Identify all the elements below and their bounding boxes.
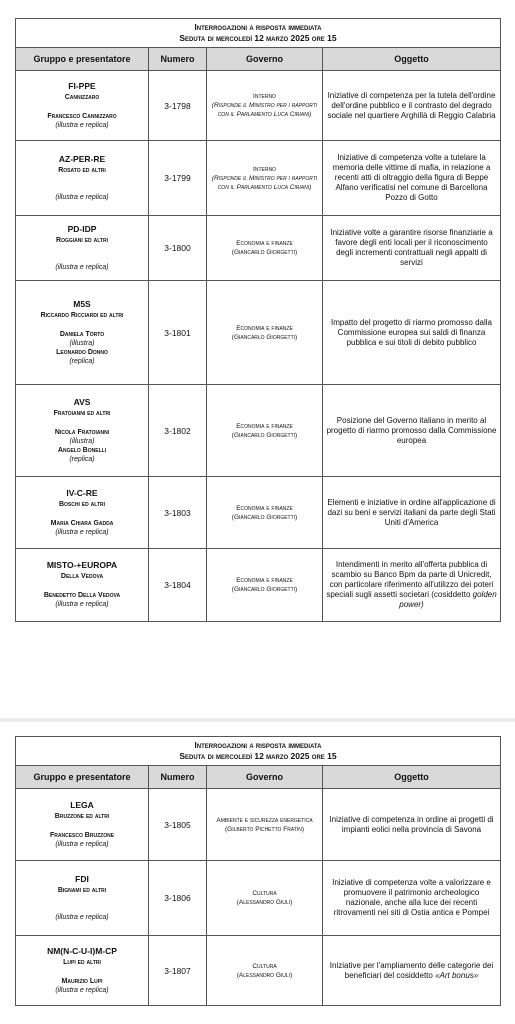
minister: (Giancarlo Giorgetti) [231, 586, 298, 593]
party-name: AZ-PER-RE [58, 153, 106, 164]
group-cell [16, 141, 149, 216]
number-cell: 3-1807 [149, 936, 207, 1006]
number-cell: 3-1801 [149, 281, 207, 385]
ministry: Economia e finanze [236, 324, 293, 332]
party-name: FI-PPE [68, 80, 96, 91]
minister: (Giancarlo Giorgetti) [231, 513, 298, 521]
col-governo: Governo [207, 48, 323, 71]
col-governo: Governo [207, 766, 323, 789]
number-cell: 3-1802 [149, 385, 207, 477]
role-note: (illustra e replica) [55, 121, 109, 129]
minister: (Risponde il Ministro per i rapporti con il Parlamento Luca Ciriani) [211, 174, 318, 191]
column-header-row [16, 48, 501, 71]
group-cell [16, 281, 149, 385]
interrogations-table-1 [15, 18, 501, 622]
header-date-line: Seduta di mercoledì 12 marzo 2025 ore 15 [179, 751, 337, 761]
header-title: Interrogazioni a risposta immediata [194, 741, 322, 750]
table-row [16, 549, 501, 622]
presenter: Benedetto Della Vedova [43, 592, 121, 599]
government-cell [207, 216, 323, 281]
ministry: Ambiente e sicurezza energetica [216, 816, 313, 824]
ministry: Cultura [252, 962, 277, 970]
number-cell: 3-1798 [149, 71, 207, 141]
table-row [16, 861, 501, 936]
group-cell [16, 71, 149, 141]
table-row [16, 71, 501, 141]
col-numero: Numero [149, 48, 207, 71]
table-header-title [16, 737, 501, 766]
col-oggetto: Oggetto [323, 48, 501, 71]
presenter: Leonardo Donno [56, 348, 108, 356]
table-row [16, 281, 501, 385]
table-row [16, 936, 501, 1006]
role-note: (replica) [69, 357, 95, 365]
presenter: Maria Chiara Gadda [50, 519, 114, 527]
number-cell: 3-1799 [149, 141, 207, 216]
column-header-row [16, 766, 501, 789]
col-numero: Numero [149, 766, 207, 789]
government-cell [207, 549, 323, 622]
government-cell [207, 789, 323, 861]
presenter: Maurizio Lupi [61, 977, 103, 985]
role-note: (illustra e replica) [55, 263, 109, 271]
number-cell: 3-1803 [149, 477, 207, 549]
number-cell: 3-1804 [149, 549, 207, 622]
subject-cell: Iniziative di competenza in ordine ai progetti di impianti eolici nella provincia di Savona [323, 789, 501, 861]
party-name: MISTO-+EUROPA [46, 560, 118, 570]
presenter: Francesco Cannizzaro [47, 112, 117, 120]
table-row [16, 477, 501, 549]
subject-cell: Iniziative volte a garantire risorse finanziarie a favore degli enti locali per il riconoscimento degli incrementi contrattuali negli appalti di servizi [323, 216, 501, 281]
subject-cell: Iniziative di competenza volte a valorizzare e promuovere il patrimonio archeologico nazionale, anche alla luce dei recenti ritrovamenti nei siti di Ostia antica e Pompei [323, 861, 501, 936]
number-cell: 3-1805 [149, 789, 207, 861]
proposer: Rosato ed altri [58, 166, 106, 174]
interrogations-table-2 [15, 736, 501, 1006]
ministry: Economia e finanze [236, 422, 293, 430]
role-note: (illustra e replica) [55, 840, 109, 848]
presenter: Angelo Bonelli [57, 446, 107, 454]
subject-italic: golden power) [399, 590, 497, 609]
government-cell [207, 385, 323, 477]
proposer: Roggiani ed altri [56, 236, 108, 244]
government-cell [207, 861, 323, 936]
role-note: (illustra e replica) [55, 193, 109, 201]
party-name: LEGA [70, 799, 94, 810]
role-note: (illustra) [69, 339, 95, 347]
ministry: Interno [253, 165, 276, 173]
role-note: (illustra e replica) [55, 601, 109, 608]
subject-text: Iniziative per l'ampliamento delle categorie dei beneficiari del cosiddetto [329, 960, 494, 980]
proposer: Riccardo Ricciardi ed altri [40, 311, 124, 319]
proposer: Cannizzaro [64, 93, 100, 101]
number-cell: 3-1800 [149, 216, 207, 281]
col-gruppo: Gruppo e presentatore [16, 766, 149, 789]
minister: (Gilberto Pichetto Fratin) [225, 825, 304, 833]
proposer: Bruzzone ed altri [54, 812, 110, 820]
minister: (Risponde il Ministro per i rapporti con il Parlamento Luca Ciriani) [211, 102, 318, 118]
subject-italic: «Art bonus» [435, 970, 479, 980]
role-note: (illustra e replica) [55, 913, 109, 921]
number-cell: 3-1806 [149, 861, 207, 936]
government-cell [207, 71, 323, 141]
party-name: PD-IDP [67, 223, 97, 234]
party-name: NM(N-C-U-I)M-CP [47, 945, 117, 956]
group-cell [16, 936, 149, 1006]
subject-cell [323, 549, 501, 622]
role-note: (replica) [69, 455, 95, 463]
group-cell [16, 385, 149, 477]
subject-cell: Impatto del progetto di riarmo promosso dalla Commissione europea sui saldi di finanza pubblica e sui titoli di debito pubblico [323, 281, 501, 385]
ministry: Economia e finanze [236, 504, 293, 512]
party-name: AVS [73, 396, 91, 407]
ministry: Interno [253, 93, 276, 100]
table-header-title [16, 19, 501, 48]
presenter: Nicola Fratoianni [54, 428, 110, 436]
table-row [16, 789, 501, 861]
header-date-line: Seduta di mercoledì 12 marzo 2025 ore 15 [179, 33, 337, 43]
proposer: Boschi ed altri [58, 500, 106, 508]
group-cell [16, 216, 149, 281]
government-cell [207, 141, 323, 216]
subject-cell: Iniziative di competenza per la tutela dell'ordine dell'ordine pubblico e il contrasto del degrado sociale nel quartiere Arghillà di Reggio Calabria [323, 71, 501, 141]
minister: (Alessandro Giuli) [236, 971, 293, 979]
government-cell [207, 936, 323, 1006]
group-cell [16, 789, 149, 861]
government-cell [207, 477, 323, 549]
minister: (Alessandro Giuli) [236, 899, 293, 906]
group-cell [16, 861, 149, 936]
col-gruppo: Gruppo e presentatore [16, 48, 149, 71]
role-note: (illustra e replica) [55, 986, 109, 994]
ministry: Economia e finanze [236, 577, 293, 584]
party-name: IV-C-RE [66, 487, 98, 498]
subject-cell: Posizione del Governo italiano in merito al progetto di riarmo promosso dalla Commissione europea [323, 385, 501, 477]
government-cell [207, 281, 323, 385]
role-note: (illustra e replica) [55, 528, 109, 536]
party-name: FDI [75, 873, 89, 884]
presenter: Daniela Torto [59, 330, 105, 338]
subject-cell: Elementi e iniziative in ordine all'applicazione di dazi su beni e servizi italiani da parte degli Stati Uniti d'America [323, 477, 501, 549]
party-name: M5S [73, 298, 91, 309]
subject-text: Intendimenti in merito all'offerta pubblica di scambio su Banco Bpm da parte di Unicredit, con particolare riferimento all'utilizzo dei poteri speciali sugli assetti societari (cosiddetto [326, 560, 494, 599]
minister: (Giancarlo Giorgetti) [231, 431, 298, 439]
group-cell [16, 477, 149, 549]
table-row [16, 216, 501, 281]
presenter: Francesco Bruzzone [49, 831, 115, 839]
proposer: Lupi ed altri [63, 958, 101, 966]
header-title: Interrogazioni a risposta immediata [194, 23, 322, 32]
table-row [16, 141, 501, 216]
subject-cell: Iniziative di competenza volte a tutelare la memoria delle vittime di mafia, in relazione a recenti atti di oltraggio della figura di Beppe Alfano verificatisi nel comune di Barcellona Pozzo di Gotto [323, 141, 501, 216]
proposer: Fratoianni ed altri [53, 409, 111, 417]
proposer: Bignami ed altri [57, 886, 107, 894]
document-page-2 [0, 722, 515, 1024]
col-oggetto: Oggetto [323, 766, 501, 789]
ministry: Economia e finanze [236, 240, 293, 247]
role-note: (illustra) [69, 437, 95, 445]
minister: (Giancarlo Giorgetti) [231, 333, 298, 341]
group-cell [16, 549, 149, 622]
subject-cell [323, 936, 501, 1006]
ministry: Cultura [252, 890, 277, 897]
minister: (Giancarlo Giorgetti) [231, 249, 298, 256]
proposer: Della Vedova [60, 573, 104, 580]
table-row [16, 385, 501, 477]
